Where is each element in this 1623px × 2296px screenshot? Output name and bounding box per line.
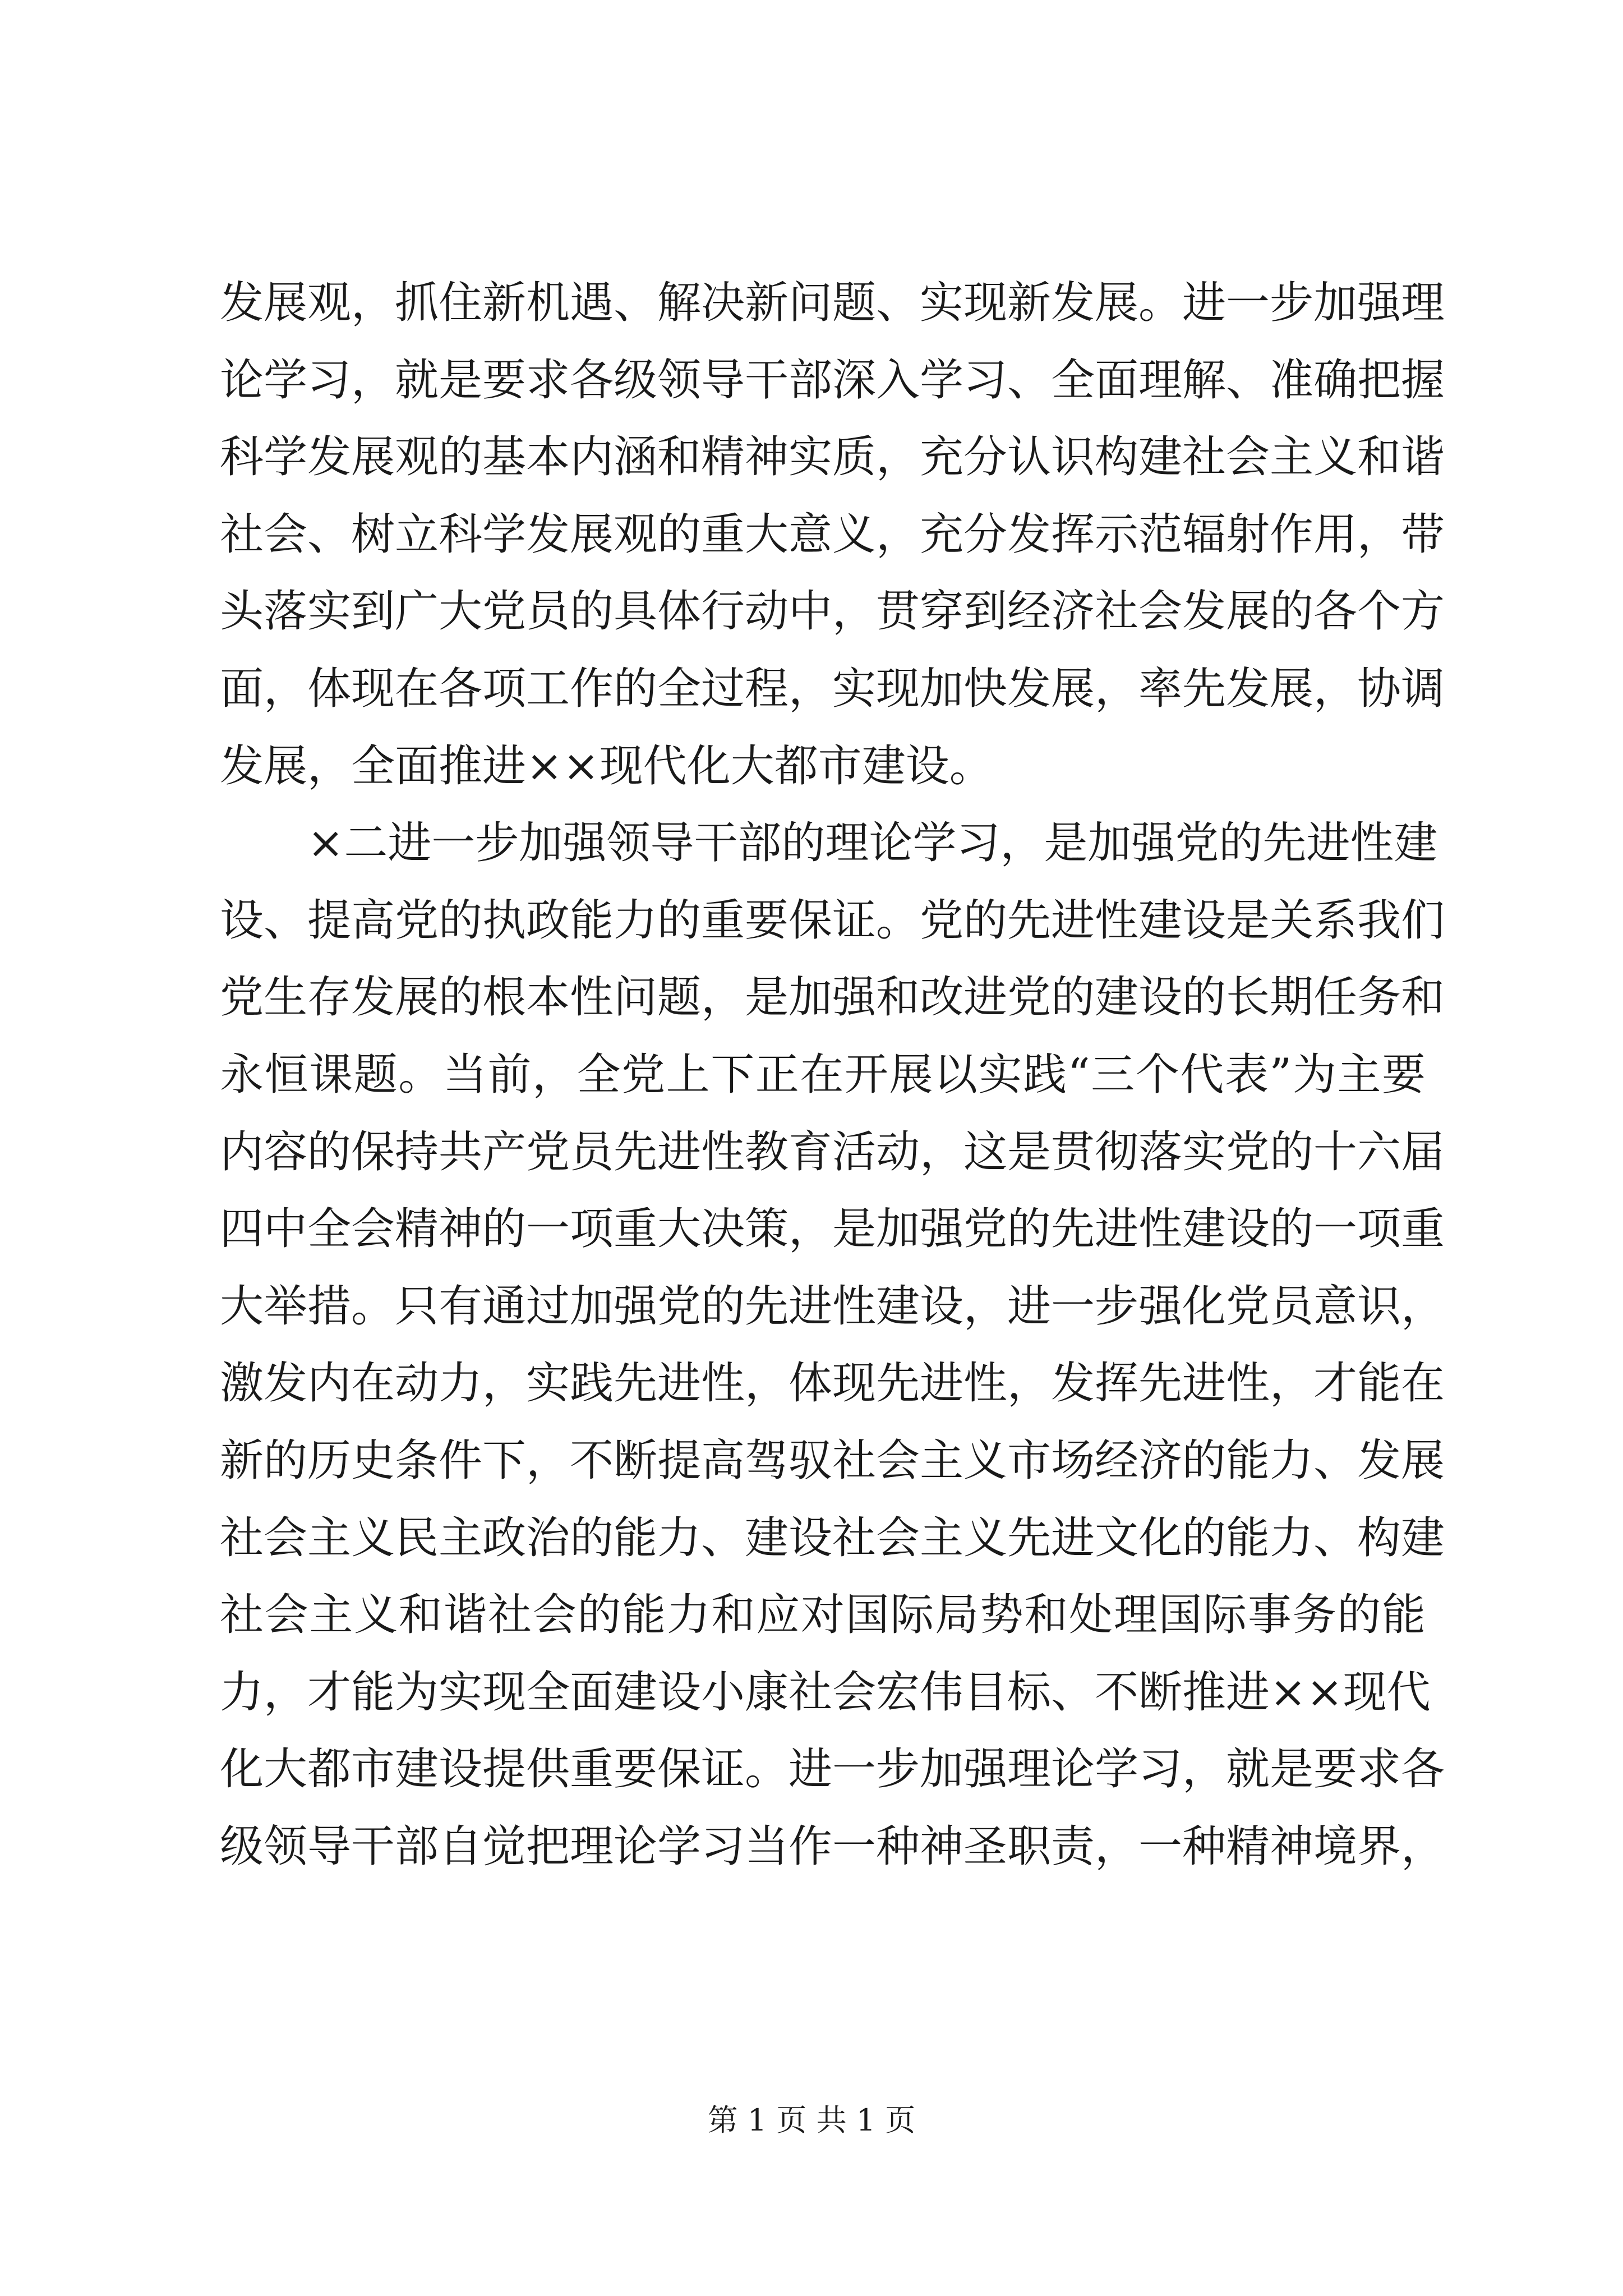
text-line: 发展，全面推进××现代化大都市建设。 (220, 740, 993, 792)
text-line: 大举措。只有通过加强党的先进性建设，进一步强化党员意识， (220, 1281, 1445, 1332)
text-line: 力，才能为实现全面建设小康社会宏伟目标、不断推进××现代 (220, 1667, 1431, 1718)
text-line: 发展观，抓住新机遇、解决新问题、实现新发展。进一步加强理 (220, 278, 1445, 328)
text-line: 新的历史条件下，不断提高驾驭社会主义市场经济的能力、发展 (220, 1435, 1445, 1486)
text-line: 级领导干部自觉把理论学习当作一种神圣职责，一种精神境界， (220, 1821, 1445, 1872)
text-line: 论学习，就是要求各级领导干部深入学习、全面理解、准确把握 (220, 355, 1445, 406)
text-line: 设、提高党的执政能力的重要保证。党的先进性建设是关系我们 (220, 895, 1445, 946)
text-line: 内容的保持共产党员先进性教育活动，这是贯彻落实党的十六届 (220, 1126, 1445, 1177)
text-line: 社会主义和谐社会的能力和应对国际局势和处理国际事务的能 (220, 1590, 1426, 1641)
text-line: 激发内在动力，实践先进性，体现先进性，发挥先进性，才能在 (220, 1358, 1445, 1409)
page-footer: 第 1 页 共 1 页 (707, 2102, 916, 2138)
text-line: 头落实到广大党员的具体行动中，贯穿到经济社会发展的各个方 (220, 586, 1445, 637)
text-line: 社会主义民主政治的能力、建设社会主义先进文化的能力、构建 (220, 1512, 1445, 1563)
text-line: 化大都市建设提供重要保证。进一步加强理论学习，就是要求各 (220, 1744, 1445, 1795)
body-text (220, 265, 1445, 1885)
text-line: 面，体现在各项工作的全过程，实现加快发展，率先发展，协调 (220, 663, 1445, 714)
text-line: 党生存发展的根本性问题，是加强和改进党的建设的长期任务和 (220, 972, 1445, 1023)
text-line: 社会、树立科学发展观的重大意义，充分发挥示范辐射作用，带 (220, 509, 1445, 560)
text-line: 科学发展观的基本内涵和精神实质，充分认识构建社会主义和谐 (220, 432, 1445, 483)
text-line: 四中全会精神的一项重大决策，是加强党的先进性建设的一项重 (220, 1204, 1445, 1255)
text-line: 永恒课题。当前，全党上下正在开展以实践“三个代表”为主要 (220, 1049, 1426, 1100)
text-line: ×二进一步加强领导干部的理论学习，是加强党的先进性建 (307, 818, 1438, 869)
